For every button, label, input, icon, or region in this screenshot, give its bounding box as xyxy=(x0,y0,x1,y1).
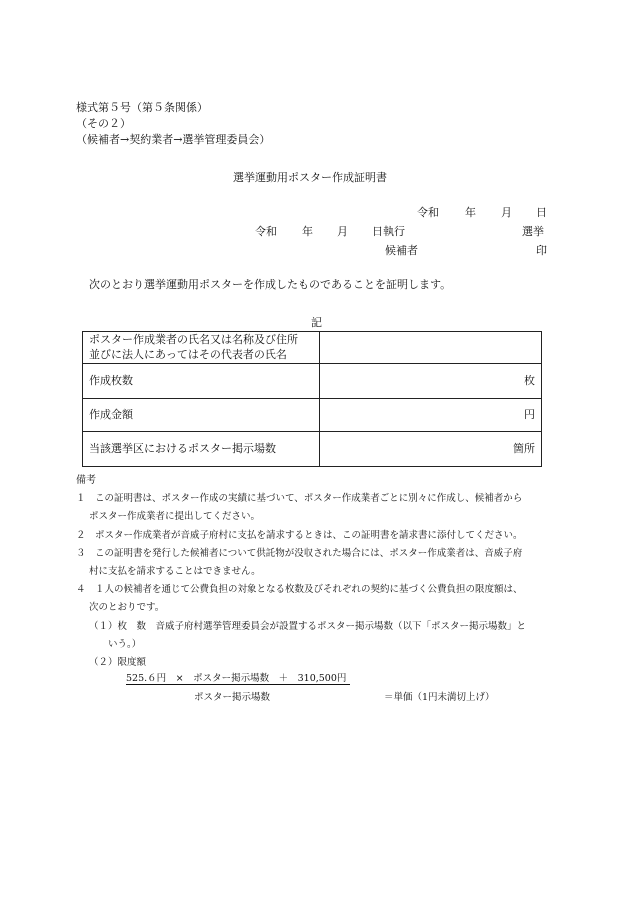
notes-heading: 備考 xyxy=(76,475,96,486)
form-part: （その２） xyxy=(76,117,131,130)
table-value-cell xyxy=(320,332,542,364)
table-label: 作成枚数 xyxy=(83,363,320,398)
table-label: 当該選挙区におけるポスター掲示場数 xyxy=(83,431,320,466)
table-label: 作成金額 xyxy=(83,398,320,431)
form-route: （候補者→契約業者→選挙管理委員会） xyxy=(76,133,271,146)
formula-denominator: ポスター掲示場数 xyxy=(194,692,271,703)
formula-fraction-line xyxy=(126,684,350,685)
formula-result: ＝単価（1円未満切上げ） xyxy=(384,692,495,703)
label-line: 並びに法人にあってはその代表者の氏名 xyxy=(89,348,287,362)
table-row xyxy=(83,363,542,398)
table-label xyxy=(83,332,320,364)
table-value-cell: 箇所 xyxy=(320,431,542,466)
table-row xyxy=(83,332,542,364)
document-title: 選挙運動用ポスター作成証明書 xyxy=(233,171,387,184)
certificate-table xyxy=(82,331,542,467)
table-row xyxy=(83,431,542,466)
table-row xyxy=(83,398,542,431)
certification-statement: 次のとおり選挙運動用ポスターを作成したものであることを証明します。 xyxy=(89,278,452,291)
table-value-cell: 円 xyxy=(320,398,542,431)
label-line: ポスター作成業者の氏名又は名称及び住所 xyxy=(89,333,298,346)
table-value-cell: 枚 xyxy=(320,363,542,398)
formula-numerator: 525.６円 × ポスター掲示場数 ＋ 310,500円 xyxy=(126,673,347,684)
form-number: 様式第５号（第５条関係） xyxy=(76,101,208,114)
ki-heading: 記 xyxy=(311,316,322,329)
